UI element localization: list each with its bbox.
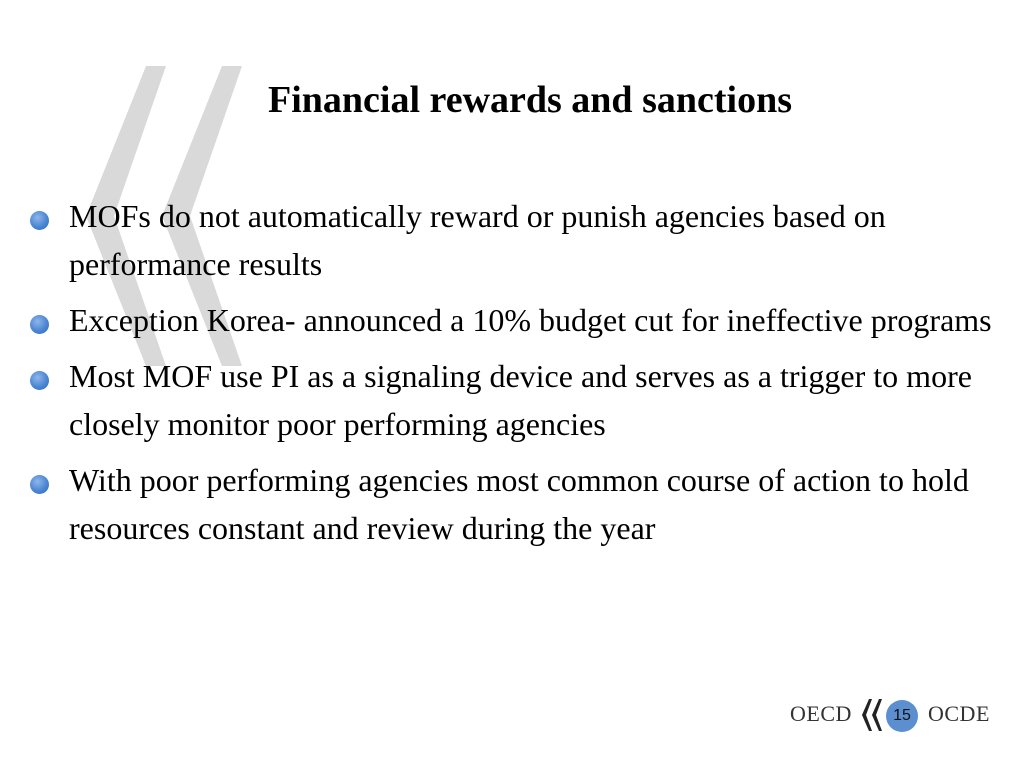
page-number-badge: 15 (886, 700, 918, 732)
bullet-icon (30, 371, 49, 390)
bullet-item (30, 352, 1000, 448)
bullet-text: MOFs do not automatically reward or punish agencies based on performance results (69, 198, 886, 282)
bullet-list (30, 192, 1000, 560)
bullet-item (30, 296, 1000, 344)
bullet-text: Exception Korea- announced a 10% budget cut for ineffective programs (69, 302, 992, 338)
footer-ocde-text: OCDE (928, 701, 990, 726)
bullet-icon (30, 315, 49, 334)
footer-oecd-text: OECD (790, 701, 852, 726)
bullet-item (30, 456, 1000, 552)
footer-logo (790, 696, 1000, 732)
bullet-text: With poor performing agencies most common course of action to hold resources constant and review during the year (69, 462, 969, 546)
bullet-icon (30, 211, 49, 230)
oecd-chevron-icon (860, 699, 884, 731)
slide-title: Financial rewards and sanctions (268, 79, 792, 121)
bullet-text: Most MOF use PI as a signaling device and serves as a trigger to more closely monitor poor performing agencies (69, 358, 972, 442)
bullet-icon (30, 475, 49, 494)
bullet-item (30, 192, 1000, 288)
